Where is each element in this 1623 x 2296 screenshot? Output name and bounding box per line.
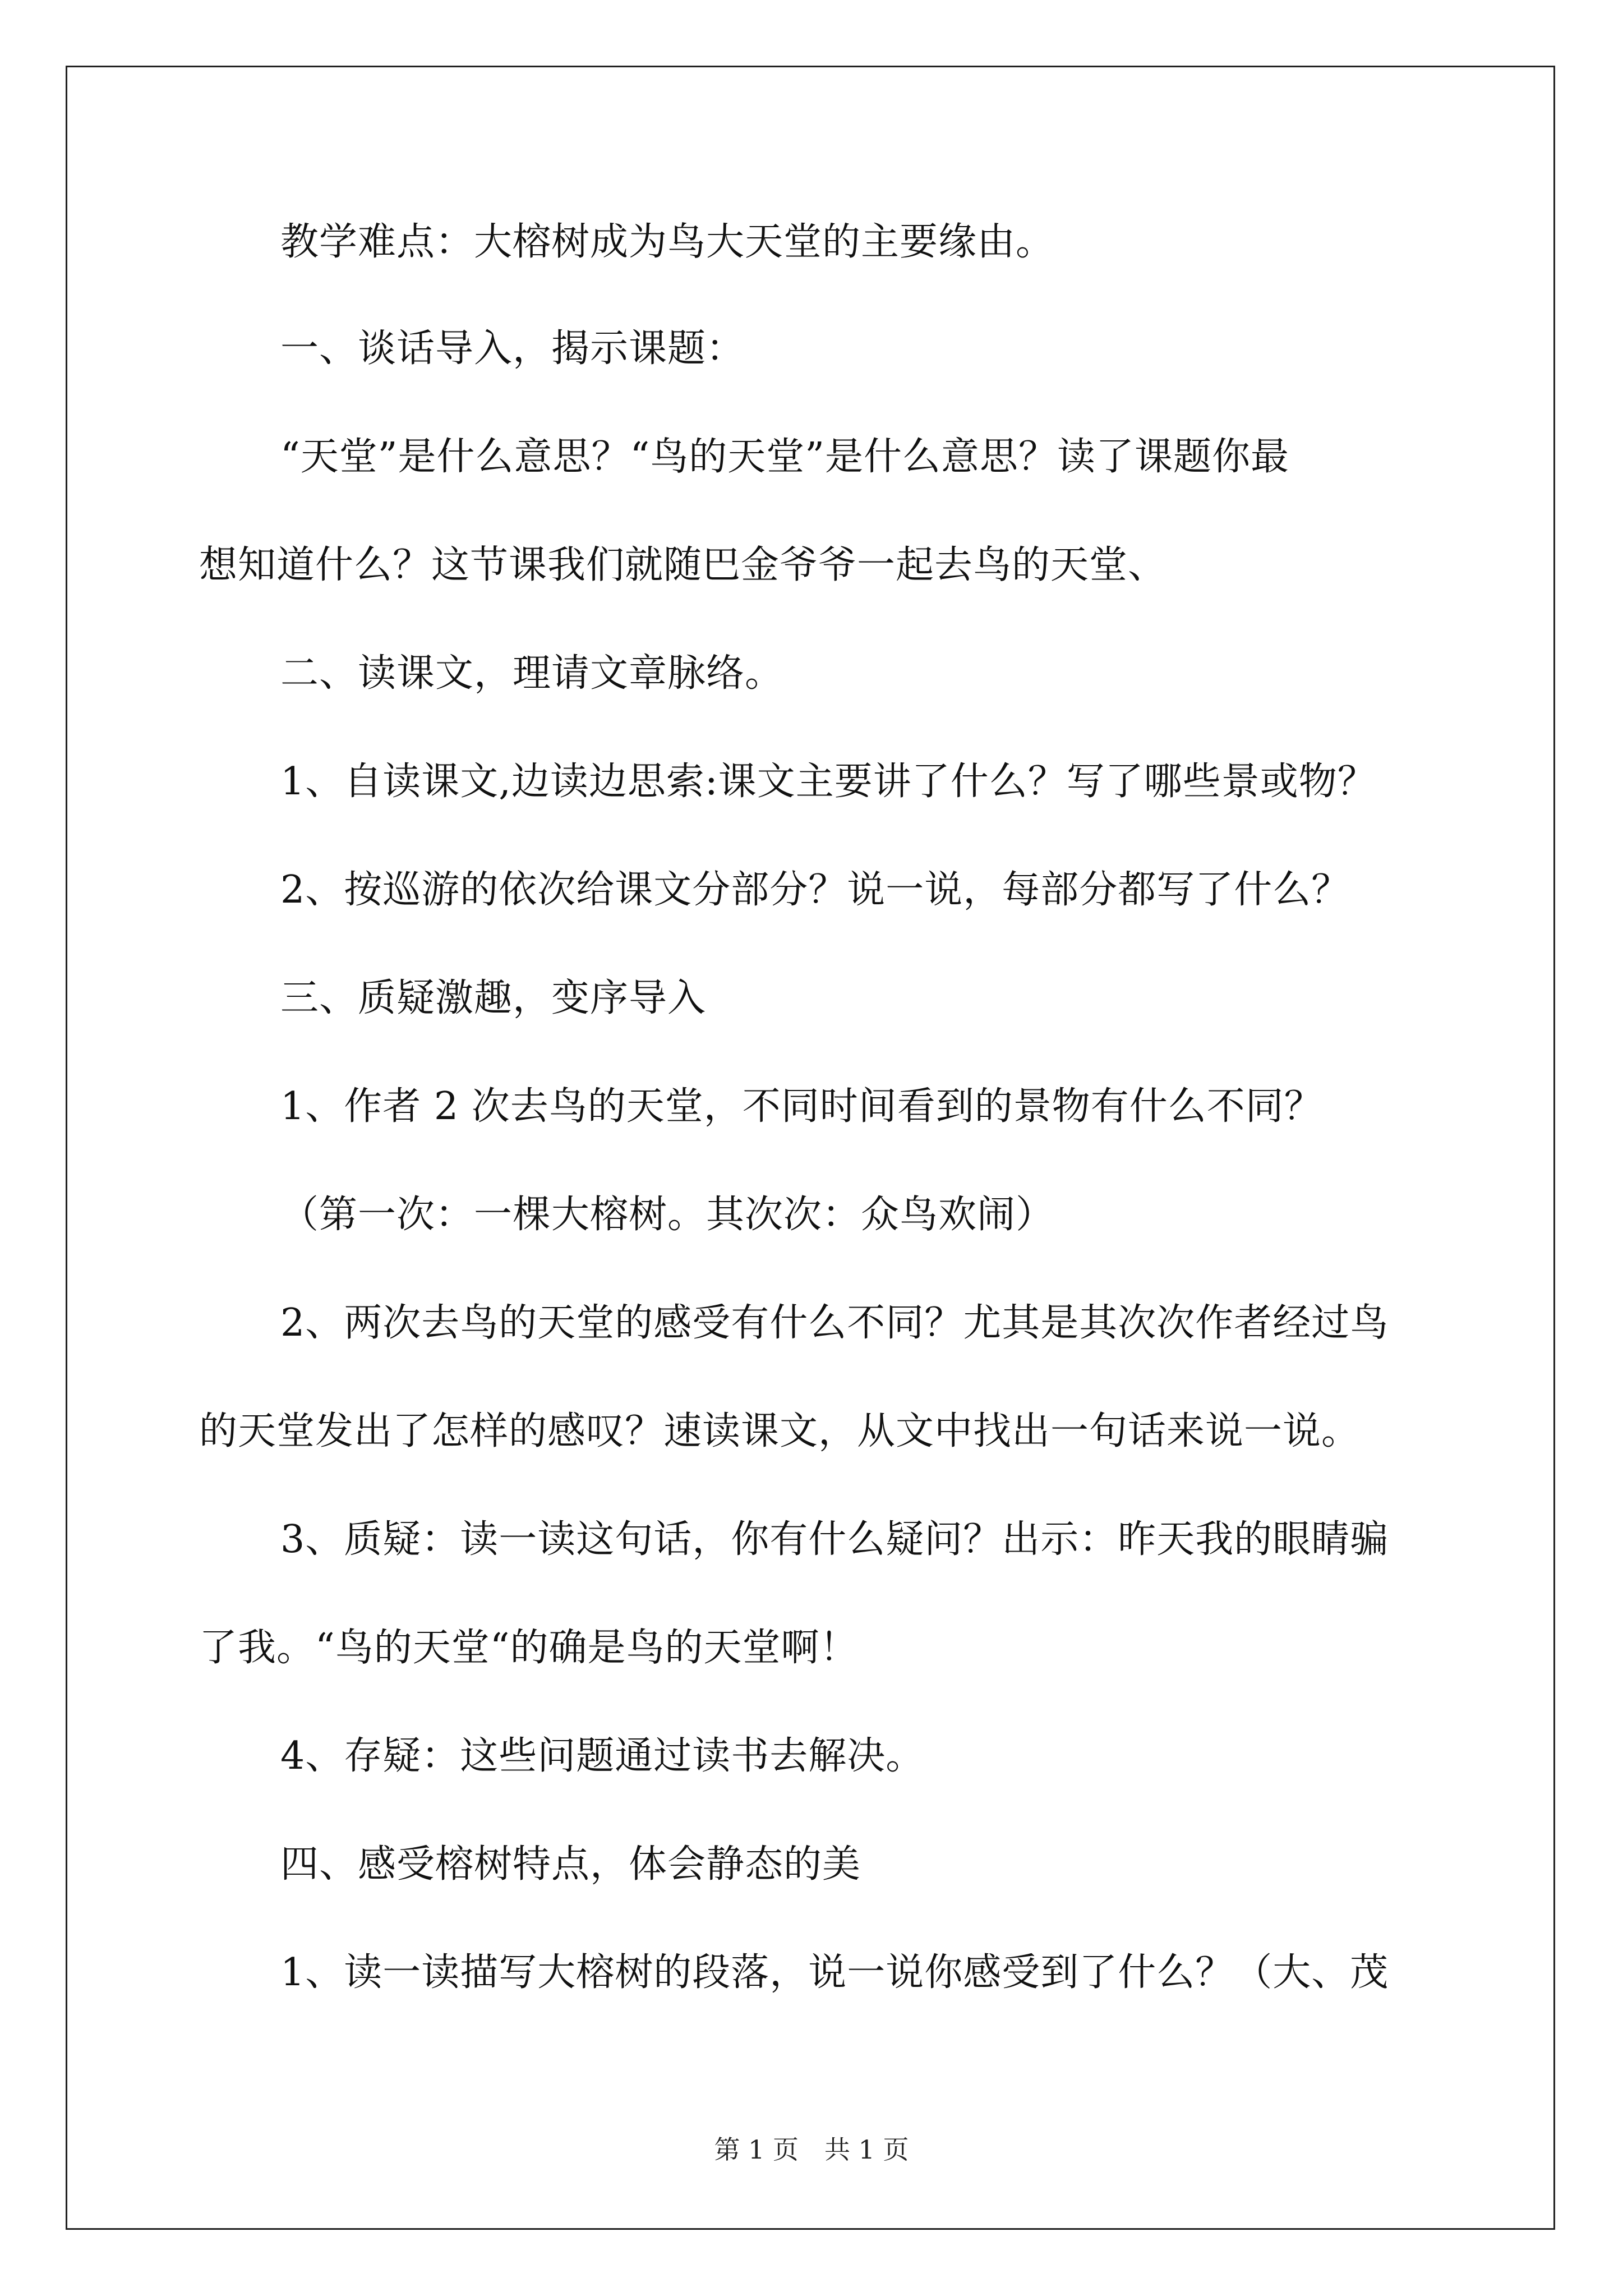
text-line: 2、两次去鸟的天堂的感受有什么不同？尤其是其次次作者经过鸟 [280,1301,1389,1345]
text-line: 四、感受榕树特点，体会静态的美 [280,1842,861,1887]
text-line: （第一次：一棵大榕树。其次次：众鸟欢闹） [280,1193,1055,1237]
text-line: 1、作者 2 次去鸟的天堂，不同时间看到的景物有什么不同？ [280,1084,1323,1129]
text-line: 的天堂发出了怎样的感叹？速读课文，从文中找出一句话来说一说。 [199,1409,1361,1453]
text-line: 二、读课文，理请文章脉络。 [280,651,784,696]
text-line: 1、自读课文,边读边思索:课文主要讲了什么？写了哪些景或物？ [280,760,1376,804]
text-line: 2、按巡游的依次给课文分部分？说一说，每部分都写了什么？ [280,868,1350,912]
text-line: 4、存疑：这些问题通过读书去解决。 [280,1734,925,1778]
page-border [66,66,1555,2230]
text-line: 一、谈话导入，揭示课题： [280,326,745,371]
text-line: “天堂”是什么意思？“鸟的天堂”是什么意思？读了课题你最 [280,435,1290,479]
text-line: 三、质疑激趣，变序导入 [280,976,707,1020]
text-line: 教学难点：大榕树成为鸟大天堂的主要缘由。 [280,220,1055,264]
text-line: 3、质疑：读一读这句话，你有什么疑问？出示：昨天我的眼睛骗 [280,1517,1389,1562]
text-line: 了我。“鸟的天堂“的确是鸟的天堂啊！ [199,1626,859,1670]
page-number-footer: 第 1 页 共 1 页 [714,2134,909,2165]
text-line: 想知道什么？这节课我们就随巴金爷爷一起去鸟的天堂、 [199,543,1167,587]
text-line: 1、读一读描写大榕树的段落，说一说你感受到了什么？（大、茂 [280,1950,1389,1995]
